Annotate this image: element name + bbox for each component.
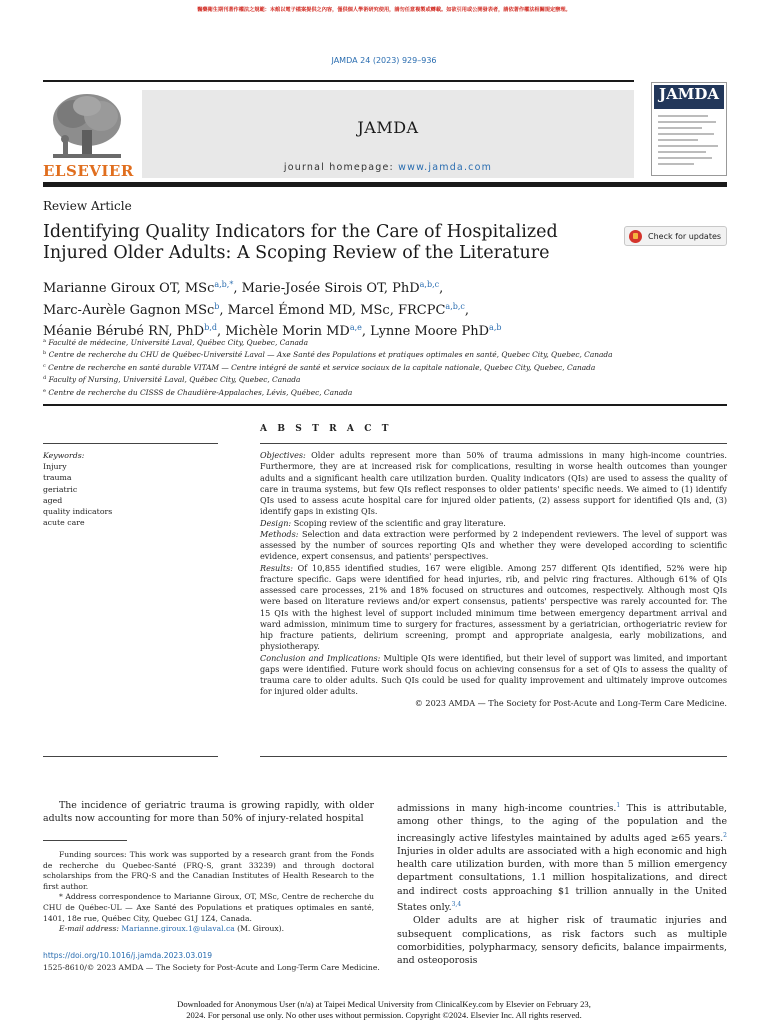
keyword-item[interactable]: trauma bbox=[43, 473, 72, 483]
affiliation-item: $^e$ Centre de recherche du CISSS de Chaudière-Appalaches, Lévis, Québec, Canada bbox=[43, 387, 353, 397]
author-affiliation-marks[interactable]: a,b,c bbox=[419, 280, 440, 289]
abstract-bottom-rule bbox=[260, 756, 727, 757]
cover-title: JAMDA bbox=[659, 85, 719, 103]
author-name[interactable]: Marianne Giroux OT, MSc bbox=[43, 281, 215, 296]
abstract-design: Design: Scoping review of the scientific and gray literature. bbox=[260, 517, 506, 528]
abstract-body bbox=[260, 450, 727, 709]
abstract-methods: Methods: Selection and data extraction were performed by 2 independent reviewers. The level of support was assessed by the number of sources reporting QIs and whether they were developed according to scientific evidence, expert consensus, and patients' perspectives. bbox=[260, 528, 727, 562]
keyword-item[interactable]: geriatric bbox=[43, 484, 78, 494]
footnote-rule bbox=[43, 840, 127, 841]
keyword-item[interactable]: quality indicators bbox=[43, 507, 113, 517]
masthead-bottom-rule bbox=[43, 182, 727, 187]
check-for-updates-button[interactable] bbox=[624, 226, 727, 246]
author-name[interactable]: Marc-Aurèle Gagnon MSc bbox=[43, 302, 215, 318]
keywords-bottom-rule bbox=[43, 756, 218, 757]
author-affiliation-marks[interactable]: a,e bbox=[349, 323, 362, 332]
correspondence-footnote: * Address correspondence to Marianne Giroux, OT, MSc, Centre de recherche du CHU de Québec-UL — Axe Santé des Populations et pratiques optimales en santé, 1401, 18e rue, Québec City, Quebec G1J 1Z4, Canada. bbox=[43, 892, 374, 923]
author-name[interactable]: Méanie Bérubé RN, PhD bbox=[43, 324, 205, 339]
body-text-right bbox=[397, 799, 727, 968]
affiliation-item: $^d$ Faculty of Nursing, Université Laval, Québec City, Quebec, Canada bbox=[43, 375, 301, 385]
author-list: Marianne Giroux OT, MSc$^{a,b,*}$, Marie-Josée Sirois OT, PhD$^{a,b,c}$, Marc-Aurèle Gagnon MSc$^b$, Marcel Émond MD, MSc, FRCPC$^{a,b,c}$, Méanie Bérubé RN, PhD$^{b,d}$, Michèle Morin MD$^{a,e}$, Lynne Moore PhD$^{a,b}$ bbox=[43, 280, 502, 339]
keywords-box bbox=[43, 450, 112, 528]
elsevier-wordmark[interactable]: ELSEVIER bbox=[43, 162, 134, 180]
keyword-item[interactable]: aged bbox=[43, 495, 63, 505]
body-paragraph: admissions in many high-income countries.$^1$ This is attributable, among other things, to the aging of the population and the increasingly active lifestyles maintained by adults aged ≥65 years.$^2$ Injuries in older adults are associated with a high economic and high health care utilization burden, with more than 5 million emergency department consultations, 1.1 million hospitalizations, and direct and indirect costs approaching $1 trillion annually in the United States only.$^{3,4}$ bbox=[397, 802, 727, 914]
author-affiliation-marks[interactable]: b bbox=[214, 301, 220, 311]
body-text-left: The incidence of geriatric trauma is growing rapidly, with older adults now accounting for more than 50% of injury-related hospital bbox=[43, 800, 374, 825]
issn-line: 1525-8610/© 2023 AMDA — The Society for Post-Acute and Long-Term Care Medicine. bbox=[43, 963, 380, 972]
author-affiliation-marks[interactable]: a,b bbox=[489, 323, 502, 332]
abstract-copyright: © 2023 AMDA — The Society for Post-Acute and Long-Term Care Medicine. bbox=[414, 697, 727, 708]
abstract-heading: A B S T R A C T bbox=[260, 424, 393, 434]
download-notice: Downloaded for Anonymous User (n/a) at Taipei Medical University from ClinicalKey.com by Elsevier on February 23, 2024. For personal use only. No other uses without permission. Copyright ©2024. Elsevier Inc. All rights reserved. bbox=[177, 999, 591, 1020]
keywords-top-rule bbox=[43, 443, 218, 444]
footnotes bbox=[43, 850, 374, 935]
doi-link[interactable]: https://doi.org/10.1016/j.jamda.2023.03.019 bbox=[43, 951, 213, 960]
author-name[interactable]: Marcel Émond MD, MSc, FRCPC bbox=[227, 302, 446, 318]
keyword-item[interactable]: Injury bbox=[43, 462, 67, 472]
body-paragraph: Older adults are at higher risk of traumatic injuries and subsequent complications, as risk factors such as multiple comorbidities, polypharmacy, sensory deficits, balance impairments, and osteoporosis bbox=[397, 915, 727, 967]
abstract-top-rule bbox=[260, 443, 727, 444]
abstract-results: Results: Of 10,855 identified studies, 167 were eligible. Among 257 different QIs identified, 52% were hip fracture specific. Gaps were identified for head injuries, rib, and pelvic ring fractures. Although 61% of QIs assessed care processes, 21% and 18% focused on structures and outcomes, respectively. Although most QIs were based on literature reviews and/or expert consensus, patients' perspective was rarely accounted for. The 15 QIs with the highest level of support included minimum time between emergency department arrival and ward admission, minimum time to surgery for fractures, assessment by a geriatrician, orthogeriatric review for hip fracture patients, delirium screening, prompt and appropriate analgesia, early mobilizations, and physiotherapy. bbox=[260, 562, 727, 652]
reference-link[interactable]: 1 bbox=[616, 802, 621, 809]
header-rule bbox=[43, 80, 634, 82]
abstract-objectives: Objectives: Older adults represent more than 50% of trauma admissions in many high-income countries. Furthermore, they are at increased risk for complications, resulting in worse health outcomes than younger adults and a significant health care utilization burden. Quality indicators (QIs) are used to assess the quality of care in trauma systems, but few QIs reflect responses to older patients' specific needs. We aimed to (1) identify QIs used to assess acute hospital care for injured older patients, (2) assess support for identified QIs and, (3) identify gaps in existing QIs. bbox=[260, 450, 727, 517]
author-affiliation-marks[interactable]: b,d bbox=[204, 323, 218, 332]
author-affiliation-marks[interactable]: a,b,* bbox=[214, 280, 234, 289]
funding-footnote: Funding sources: This work was supported by a research grant from the Fonds de recherche du Quebec-Santé (FRQ-S, grant 33239) and through doctoral scholarships from the FRQ-S and the Canadian Institutes of Health Research to the first author. bbox=[43, 850, 374, 891]
reference-link[interactable]: 3,4 bbox=[451, 901, 462, 909]
author-name[interactable]: Michèle Morin MD bbox=[225, 324, 350, 339]
homepage-label: journal homepage: bbox=[283, 162, 399, 173]
author-affiliation-marks[interactable]: a,b,c bbox=[445, 301, 465, 311]
journal-name: JAMDA bbox=[357, 118, 419, 137]
affiliation-item: $^b$ Centre de recherche du CHU de Québec-Université Laval — Axe Santé des Populations et pratiques optimales en santé, Quebec City, Quebec, Canada bbox=[43, 350, 613, 360]
email-link[interactable]: Marianne.giroux.1@ulaval.ca bbox=[121, 924, 235, 934]
author-name[interactable]: Marie-Josée Sirois OT, PhD bbox=[241, 281, 420, 296]
abstract-conclusion: Conclusion and Implications: Multiple QIs were identified, but their level of support was limited, and important gaps were identified. Future work should focus on achieving consensus for a set of QIs to assess the quality of trauma care to older adults. Such QIs could be used for quality improvement and ultimately improve outcomes for injured older adults. bbox=[260, 652, 728, 697]
copyright-notice-banner: 醫藥衛生期刊著作權法之規範：本館以電子檔案提供之內容，僅供個人學術研究使用，請勿任意複製或轉載。如欲引用或公開發表者，請依著作權法相關規定辦理。 bbox=[197, 7, 571, 13]
journal-cover-thumbnail[interactable] bbox=[651, 82, 727, 176]
author-name[interactable]: Lynne Moore PhD bbox=[370, 324, 490, 339]
check-updates-icon bbox=[629, 230, 642, 243]
check-updates-label: Check for updates bbox=[648, 231, 722, 241]
keywords-heading: Keywords: bbox=[43, 451, 85, 460]
article-type: Review Article bbox=[43, 199, 132, 213]
journal-masthead bbox=[142, 90, 634, 178]
journal-homepage bbox=[142, 162, 634, 173]
email-footnote: E-mail address: Marianne.giroux.1@ulaval.ca (M. Giroux). bbox=[59, 924, 284, 934]
journal-citation[interactable]: JAMDA 24 (2023) 929–936 bbox=[331, 56, 437, 65]
affiliation-item: $^a$ Faculté de médecine, Université Laval, Québec City, Quebec, Canada bbox=[43, 338, 309, 347]
affiliation-item: $^c$ Centre de recherche en santé durable VITAM — Centre intégré de santé et service sociaux de la capitale nationale, Quebec City, Quebec, Canada bbox=[43, 362, 596, 372]
article-title: Identifying Quality Indicators for the Care of Hospitalized Injured Older Adults: A Scoping Review of the Literature bbox=[43, 222, 558, 263]
affiliation-list bbox=[43, 336, 723, 398]
keyword-item[interactable]: acute care bbox=[43, 518, 85, 528]
section-divider bbox=[43, 404, 727, 406]
reference-link[interactable]: 2 bbox=[723, 831, 727, 839]
homepage-link[interactable]: www.jamda.com bbox=[398, 162, 493, 173]
